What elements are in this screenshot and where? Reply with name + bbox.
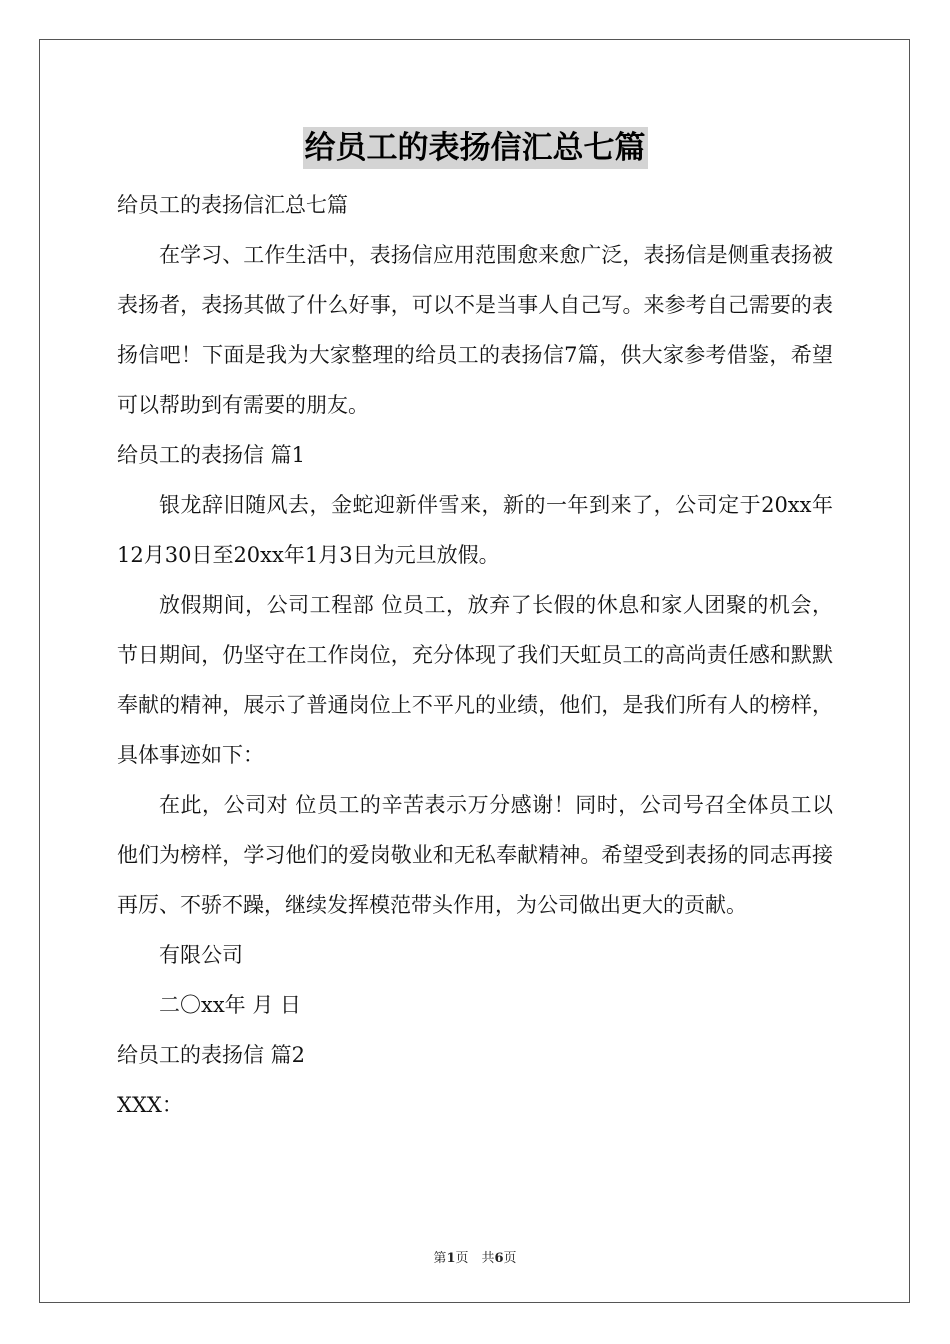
footer-suffix: 页: [503, 1251, 517, 1266]
document-body: [117, 180, 833, 1130]
salutation: XXX：: [117, 1093, 183, 1117]
body-paragraph: 在此，公司对 位员工的辛苦表示万分感谢！同时，公司号召全体员工以他们为榜样，学习他们的爱岗敬业和无私奉献精神。希望受到表扬的同志再接再厉、不骄不躁，继续发挥模范带头作用，为公司做出更大的贡献。: [117, 793, 833, 917]
current-page-number: 1: [446, 1251, 456, 1266]
intro-paragraph: 在学习、工作生活中，表扬信应用范围愈来愈广泛，表扬信是侧重表扬被表扬者，表扬其做了什么好事，可以不是当事人自己写。来参考自己需要的表扬信吧！下面是我为大家整理的给员工的表扬信7篇，供大家参考借鉴，希望可以帮助到有需要的朋友。: [117, 243, 833, 417]
footer-prefix: 第: [433, 1251, 447, 1266]
subtitle-line: 给员工的表扬信汇总七篇: [117, 193, 348, 217]
total-pages-number: 6: [494, 1251, 504, 1266]
document-title: 给员工的表扬信汇总七篇: [303, 127, 648, 169]
title-container: [0, 127, 950, 169]
section-heading-1: 给员工的表扬信 篇1: [117, 443, 306, 467]
signature-date: 二〇xx年 月 日: [159, 993, 302, 1017]
section-heading-2: 给员工的表扬信 篇2: [117, 1043, 306, 1067]
footer-mid: 页 共: [455, 1251, 495, 1266]
page-footer: [0, 1247, 950, 1266]
body-paragraph: 银龙辞旧随风去，金蛇迎新伴雪来，新的一年到来了，公司定于20xx年12月30日至20xx年1月3日为元旦放假。: [117, 493, 833, 567]
signature-company: 有限公司: [159, 943, 243, 967]
body-paragraph: 放假期间，公司工程部 位员工，放弃了长假的休息和家人团聚的机会，节日期间，仍坚守在工作岗位，充分体现了我们天虹员工的高尚责任感和默默奉献的精神，展示了普通岗位上不平凡的业绩，他们，是我们所有人的榜样，具体事迹如下：: [117, 593, 833, 767]
